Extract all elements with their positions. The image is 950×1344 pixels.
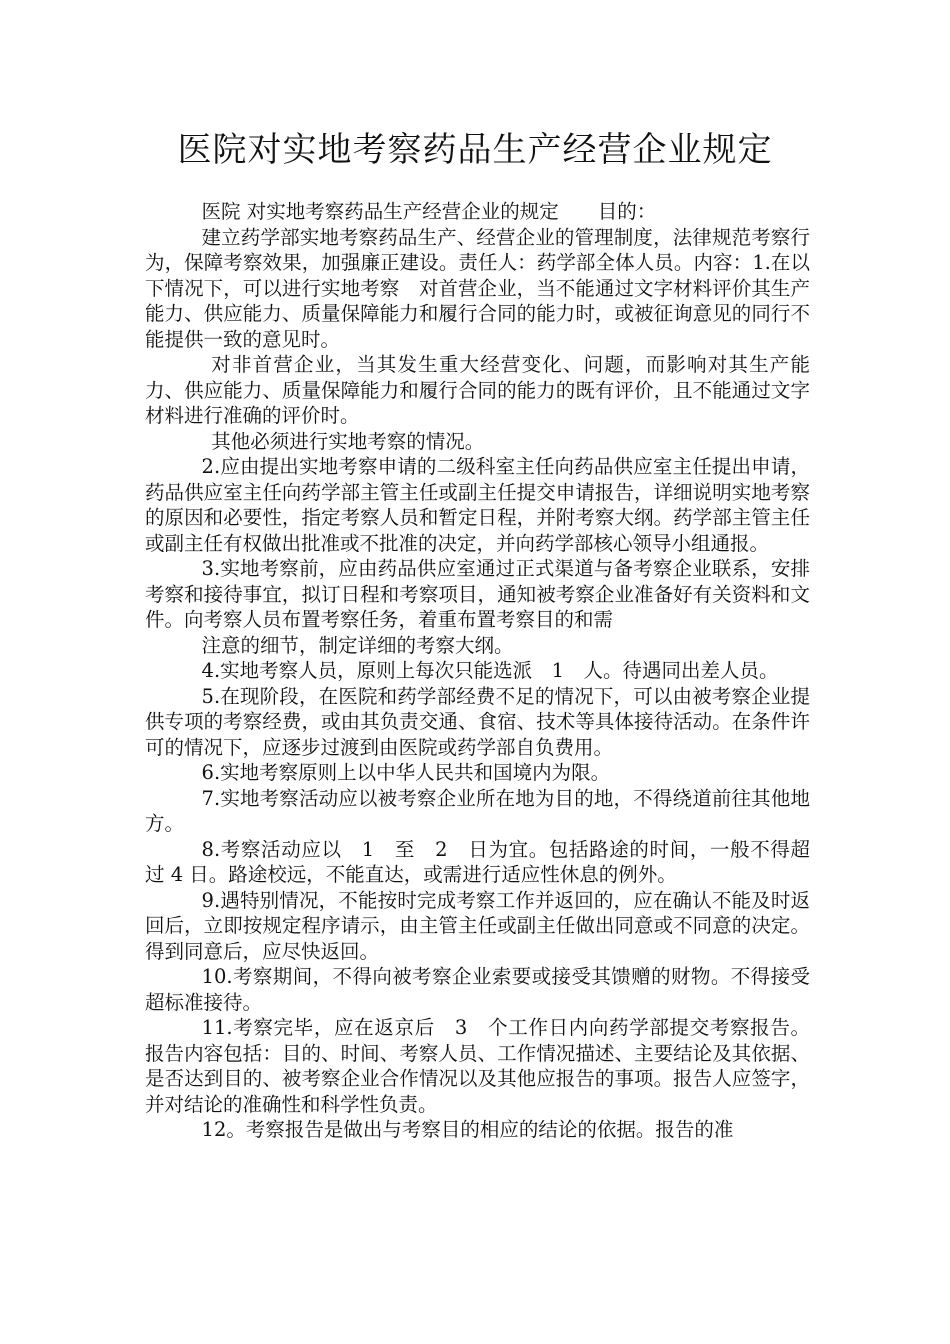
paragraph-item-8: 8.考察活动应以 1 至 2 日为宜。包括路途的时间，一般不得超过 4 日。路途校远，不能直达，或需进行适应性休息的例外。 [145,837,810,886]
paragraph-item-7: 7.实地考察活动应以被考察企业所在地为目的地，不得绕道前往其他地方。 [145,786,810,835]
paragraph-purpose: 建立药学部实地考察药品生产、经营企业的管理制度，法律规范考察行为，保障考察效果，加强廉正建设。责任人：药学部全体人员。内容：1.在以下情况下，可以进行实地考察 对首营企业，当不能通过文字材料评价其生产能力、供应能力、质量保障能力和履行合同的能力时，或被征询意见的同行不能提供一致的意见时。 [145,225,810,351]
paragraph-intro: 医院 对实地考察药品生产经营企业的规定 目的： [201,200,657,223]
paragraph-item-3-continued: 注意的细节，制定详细的考察大纲。 [201,633,514,657]
paragraph-item-3: 3.实地考察前，应由药品供应室通过正式渠道与备考察企业联系，安排考察和接待事宜，拟订日程和考察项目，通知被考察企业准备好有关资料和文件。向考察人员布置考察任务，着重布置考察目的和需 [145,557,810,631]
paragraph-item-6: 6.实地考察原则上以中华人民共和国境内为限。 [201,761,611,784]
document-title: 医院对实地考察药品生产经营企业规定 [177,130,773,170]
paragraph-non-first-enterprise: 对非首营企业，当其发生重大经营变化、问题，而影响对其生产能力、供应能力、质量保障能力和履行合同的能力的既有评价，且不能通过文字材料进行准确的评价时。 [145,353,810,427]
document-body [145,199,810,1143]
paragraph-other-cases: 其他必须进行实地考察的情况。 [211,429,485,453]
paragraph-item-11: 11.考察完毕，应在返京后 3 个工作日内向药学部提交考察报告。报告内容包括：目的、时间、考察人员、工作情况描述、主要结论及其依据、是否达到目的、被考察企业合作情况以及其他应报告的事项。报告人应签字，并对结论的准确性和科学性负责。 [145,1016,810,1116]
paragraph-item-10: 10.考察期间，不得向被考察企业索要或接受其馈赠的财物。不得接受超标准接待。 [145,965,810,1014]
paragraph-item-9: 9.遇特别情况，不能按时完成考察工作并返回的，应在确认不能及时返回后，立即按规定程序请示，由主管主任或副主任做出同意或不同意的决定。得到同意后，应尽快返回。 [145,888,810,963]
paragraph-item-4: 4.实地考察人员，原则上每次只能选派 1 人。待遇同出差人员。 [201,659,779,682]
paragraph-item-12: 12。考察报告是做出与考察目的相应的结论的依据。报告的准 [201,1118,734,1141]
paragraph-item-5: 5.在现阶段，在医院和药学部经费不足的情况下，可以由被考察企业提供专项的考察经费，或由其负责交通、食宿、技术等具体接待活动。在条件许可的情况下，应逐步过渡到由医院或药学部自负费用。 [145,684,810,759]
paragraph-item-2: 2.应由提出实地考察申请的二级科室主任向药品供应室主任提出申请，药品供应室主任向药学部主管主任或副主任提交申请报告，详细说明实地考察的原因和必要性，指定考察人员和暂定日程，并附考察大纲。药学部主管主任或副主任有权做出批准或不批准的决定，并向药学部核心领导小组通报。 [145,455,810,555]
